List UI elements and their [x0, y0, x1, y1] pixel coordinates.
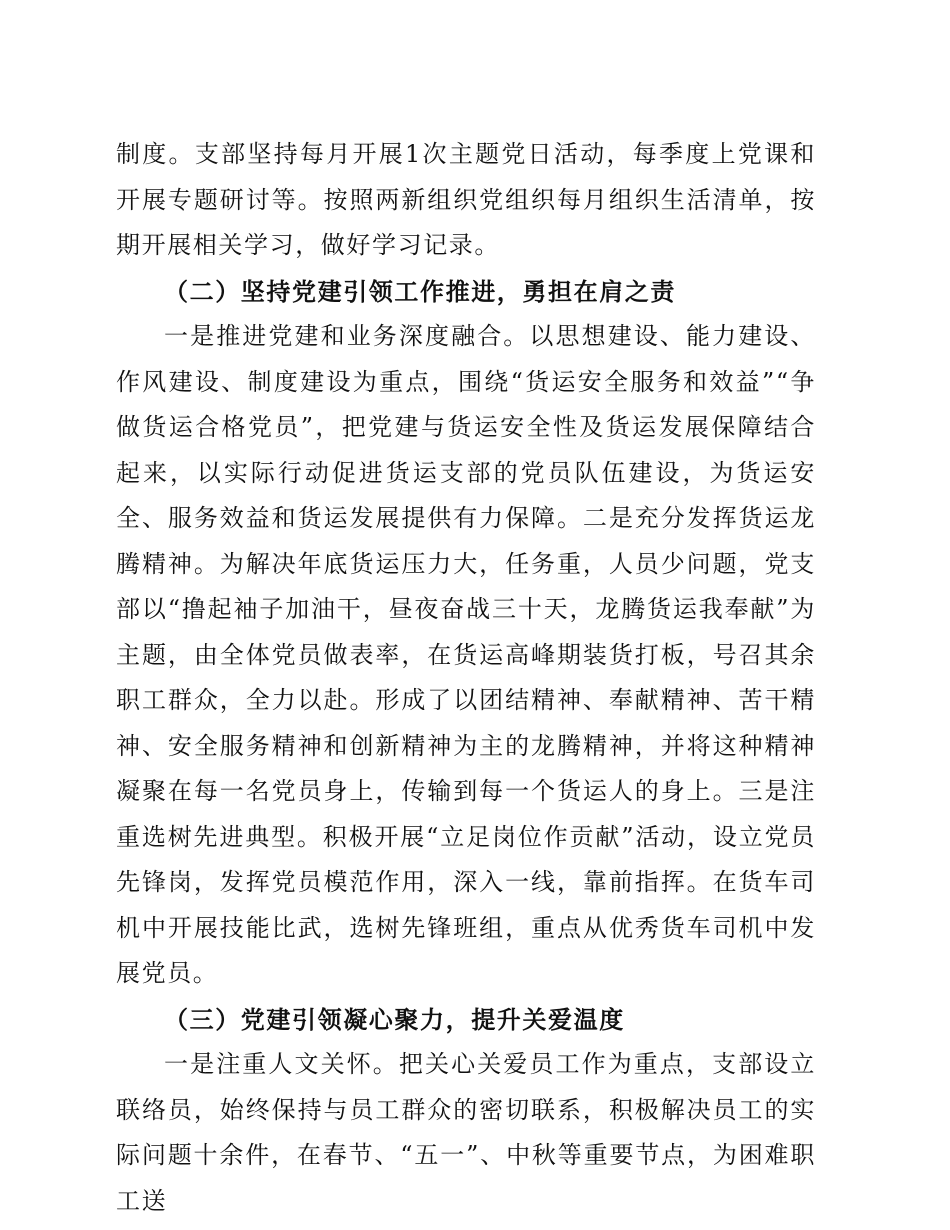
- section-heading-3: （三）党建引领凝心聚力，提升关爱温度: [164, 1004, 625, 1034]
- paragraph-humanistic-care: 一是注重人文关怀。把关心关爱员工作为重点，支部设立联络员，始终保持与员工群众的密切联系，积极解决员工的实际问题十余件，在春节、“五一”、中秋等重要节点，为困难职工送: [116, 1050, 816, 1215]
- document-body: [116, 132, 816, 1224]
- paragraph-continuation: 制度。支部坚持每月开展1次主题党日活动，每季度上党课和开展专题研讨等。按照两新组织党组织每月组织生活清单，按期开展相关学习，做好学习记录。: [116, 140, 816, 259]
- paragraph-party-building-business: 一是推进党建和业务深度融合。以思想建设、能力建设、作风建设、制度建设为重点，围绕“货运安全服务和效益”“争做货运合格党员”，把党建与货运安全性及货运发展保障结合起来，以实际行动促进货运支部的党员队伍建设，为货运安全、服务效益和货运发展提供有力保障。二是充分发挥货运龙腾精神。为解决年底货运压力大，任务重，人员少问题，党支部以“撸起袖子加油干，昼夜奋战三十天，龙腾货运我奉献”为主题，由全体党员做表率，在货运高峰期装货打板，号召其余职工群众，全力以赴。形成了以团结精神、奉献精神、苦干精神、安全服务精神和创新精神为主的龙腾精神，并将这种精神凝聚在每一名党员身上，传输到每一个货运人的身上。三是注重选树先进典型。积极开展“立足岗位作贡献”活动，设立党员先锋岗，发挥党员模范作用，深入一线，靠前指挥。在货车司机中开展技能比武，选树先锋班组，重点从优秀货车司机中发展党员。: [116, 322, 816, 987]
- section-heading-2: （二）坚持党建引领工作推进，勇担在肩之责: [164, 276, 676, 306]
